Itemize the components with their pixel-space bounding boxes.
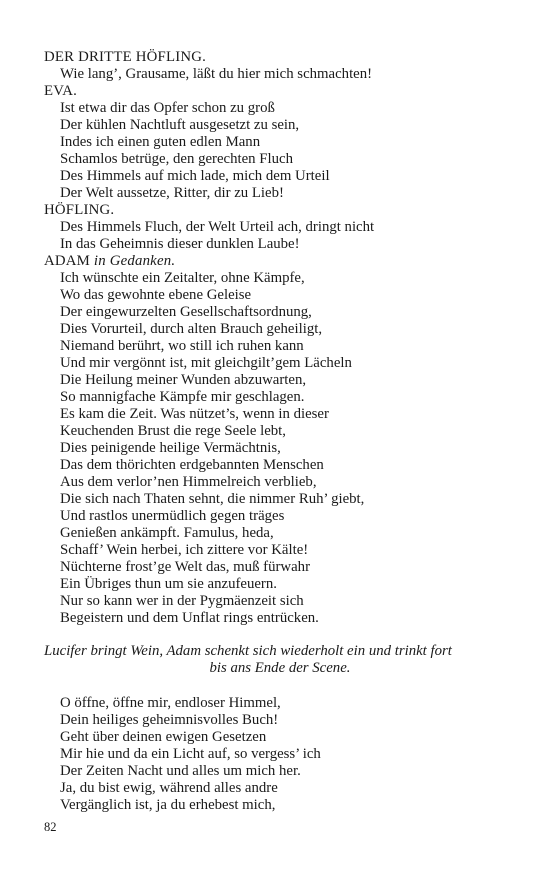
stage-direction-line: bis ans Ende der Scene. — [209, 660, 351, 676]
verse-line: Und mir vergönnt ist, mit gleichgilt’gem Lächeln — [60, 355, 352, 371]
verse-line: Die Heilung meiner Wunden abzuwarten, — [60, 372, 307, 388]
verse-line: Schamlos betrüge, den gerechten Fluch — [60, 151, 293, 167]
speaker-heading: EVA. — [44, 83, 78, 99]
page-number: 82 — [44, 820, 57, 834]
stage-direction — [44, 643, 514, 677]
page-text — [44, 49, 514, 814]
verse-block — [44, 695, 514, 814]
verse-line: Schaff’ Wein herbei, ich zittere vor Kälte! — [60, 542, 309, 558]
verse-line: Ein Übriges thun um sie anzufeuern. — [60, 576, 277, 592]
verse-line: Mir hie und da ein Licht auf, so vergess’ ich — [60, 746, 321, 762]
verse-line: Der Zeiten Nacht und alles um mich her. — [60, 763, 301, 779]
verse-line: Dies peinigende heilige Vermächtnis, — [60, 440, 281, 456]
verse-line: Dies Vorurteil, durch alten Brauch geheiligt, — [60, 321, 323, 337]
verse-line: Es kam die Zeit. Was nützet’s, wenn in dieser — [60, 406, 329, 422]
verse-line: Keuchenden Brust die rege Seele lebt, — [60, 423, 286, 439]
speaker-heading: DER DRITTE HÖFLING. — [44, 49, 207, 65]
verse-line: O öffne, öffne mir, endloser Himmel, — [60, 695, 281, 711]
verse-line: Genießen ankämpft. Famulus, heda, — [60, 525, 274, 541]
verse-line: Dein heiliges geheimnisvolles Buch! — [60, 712, 279, 728]
verse-line: Der eingewurzelten Gesellschaftsordnung, — [60, 304, 312, 320]
verse-line: Geht über deinen ewigen Gesetzen — [60, 729, 267, 745]
verse-line: Ich wünschte ein Zeitalter, ohne Kämpfe, — [60, 270, 305, 286]
verse-line: Nüchterne frost’ge Welt das, muß fürwahr — [60, 559, 311, 575]
speaker-heading: HÖFLING. — [44, 202, 115, 218]
verse-line: Begeistern und dem Unflat rings entrücken. — [60, 610, 319, 626]
verse-line: Nur so kann wer in der Pygmäenzeit sich — [60, 593, 304, 609]
verse-line: So mannigfache Kämpfe mir geschlagen. — [60, 389, 305, 405]
speaker-direction: in Gedanken. — [93, 253, 176, 269]
speaker-heading — [44, 253, 514, 270]
verse-line: Niemand berührt, wo still ich ruhen kann — [60, 338, 304, 354]
verse-line: Das dem thörichten erdgebannten Menschen — [60, 457, 324, 473]
verse-line: Vergänglich ist, ja du erhebest mich, — [60, 797, 276, 813]
verse-line: Und rastlos unermüdlich gegen träges — [60, 508, 285, 524]
verse-line: In das Geheimnis dieser dunklen Laube! — [60, 236, 300, 252]
verse-line: Indes ich einen guten edlen Mann — [60, 134, 261, 150]
verse-line: Ja, du bist ewig, während alles andre — [60, 780, 278, 796]
stage-direction-line: Lucifer bringt Wein, Adam schenkt sich wiederholt ein und trinkt fort — [44, 643, 452, 659]
verse-line: Die sich nach Thaten sehnt, die nimmer Ruh’ giebt, — [60, 491, 365, 507]
verse-line: Wo das gewohnte ebene Geleise — [60, 287, 252, 303]
speaker-name: ADAM — [44, 253, 91, 269]
verse-line: Des Himmels auf mich lade, mich dem Urteil — [60, 168, 330, 184]
verse-line: Der kühlen Nachtluft ausgesetzt zu sein, — [60, 117, 300, 133]
verse-line: Des Himmels Fluch, der Welt Urteil ach, dringt nicht — [60, 219, 375, 235]
verse-line: Aus dem verlor’nen Himmelreich verblieb, — [60, 474, 317, 490]
verse-line: Wie lang’, Grausame, läßt du hier mich schmachten! — [60, 66, 373, 82]
verse-line: Ist etwa dir das Opfer schon zu groß — [60, 100, 275, 116]
verse-line: Der Welt aussetze, Ritter, dir zu Lieb! — [60, 185, 284, 201]
